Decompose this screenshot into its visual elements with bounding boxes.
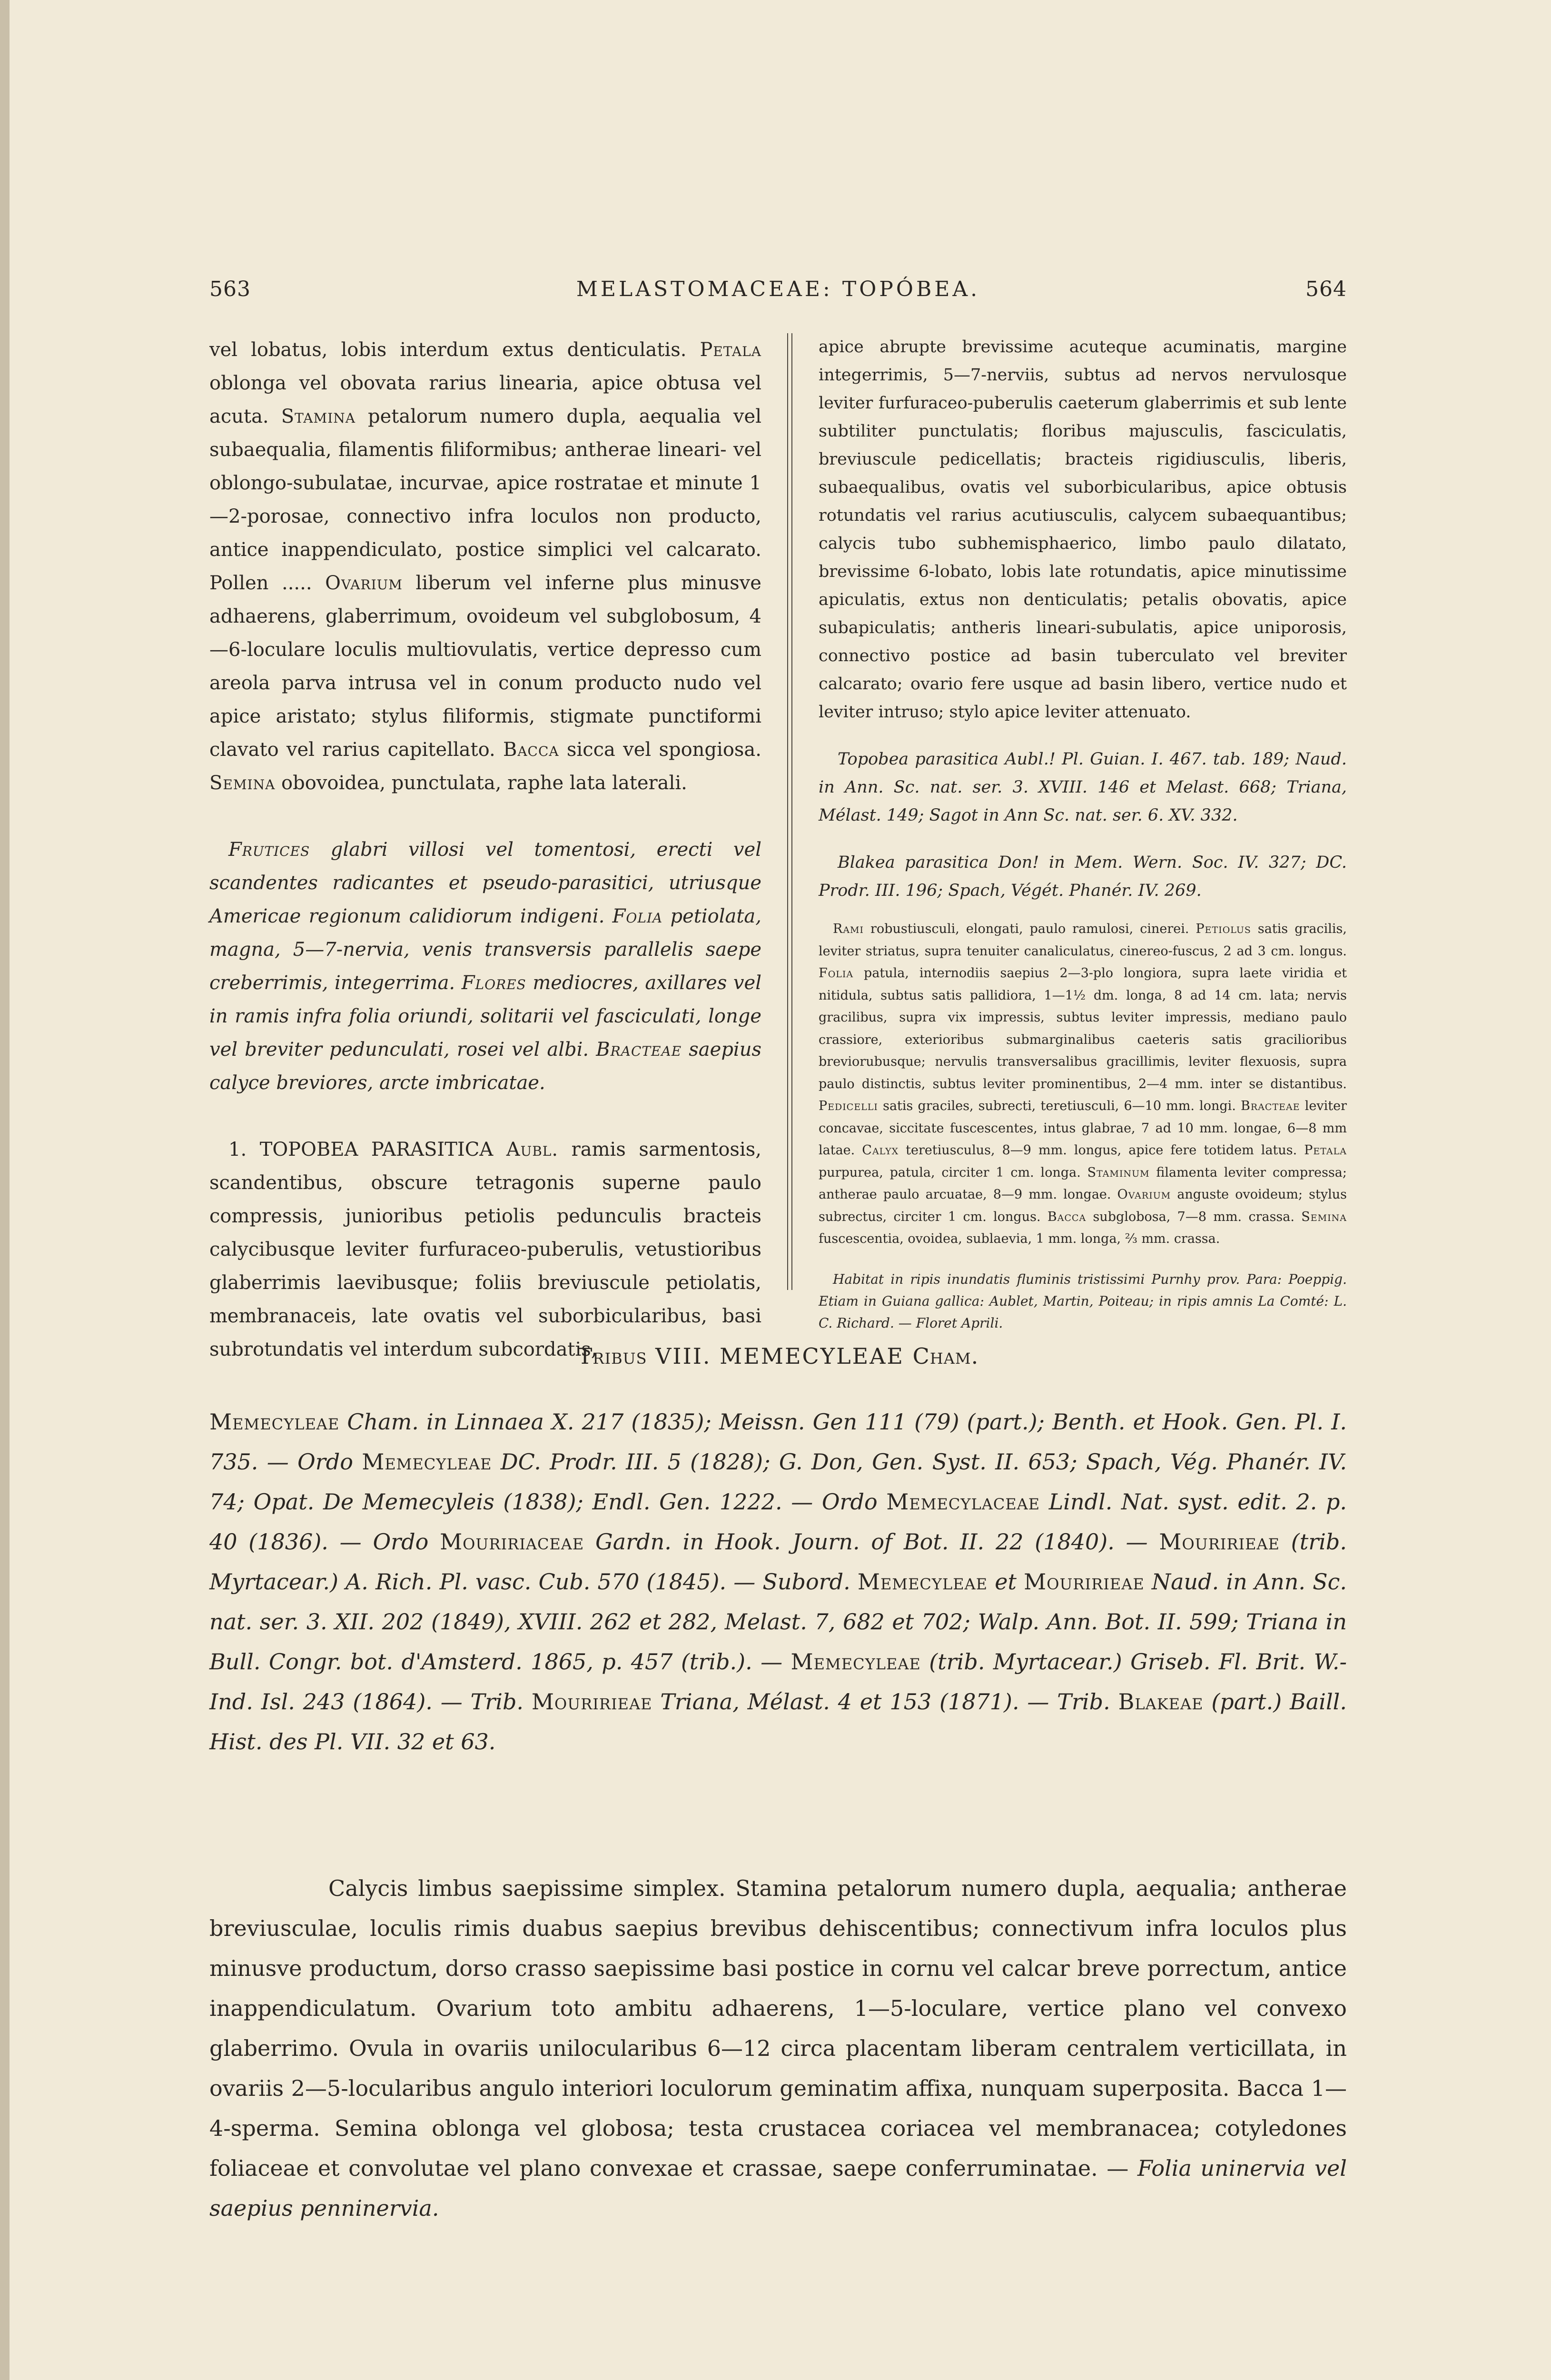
small-caps-term: Memecyleae — [362, 1449, 492, 1475]
small-caps-term: Bacca — [503, 739, 559, 761]
small-caps-term: Petala — [1304, 1143, 1347, 1158]
small-caps-term: Semina — [1301, 1209, 1347, 1224]
small-caps-term: Memecyleae — [790, 1649, 921, 1675]
small-caps-term: Petiolus — [1195, 922, 1251, 936]
genus-habit: Frutices glabri villosi vel tomentosi, erecti vel scandentes radicantes et pseudo-parasitici, utriusque Americae regionum calidiorum indigeni. Folia petiolata, magna, 5—7-nervia, venis transversis parallelis saepe creberrimis, integerrima. Flores mediocres, axillares vel in ramis infra folia oriundi, solitarii vel fasciculati, longe vel breviter pedunculati, rosei vel albi. Bracteae saepius calyce breviores, arcte imbricatae. — [209, 839, 762, 1094]
small-caps-term: Memecyleae — [209, 1409, 340, 1435]
column-divider — [787, 333, 788, 1290]
small-caps-term: Tribus — [577, 1343, 647, 1369]
small-caps-term: Bracteae — [596, 1039, 682, 1061]
small-caps-term: Calyx — [862, 1143, 899, 1158]
small-caps-term: Semina — [209, 772, 276, 794]
reference-blakea: Blakea parasitica Don! in Mem. Wern. Soc. IV. 327; DC. Prodr. III. 196; Spach, Végét. Phanér. IV. 269. — [819, 853, 1347, 900]
species-description-start: 1. TOPOBEA PARASITICA Aubl. ramis sarmentosis, scandentibus, obscure tetragonis superne paulo compressis, junioribus petiolis pedunculis bracteis calycibusque leviter furfuraceo-puberulis, vetustioribus glaberrimis laevibusque; foliis breviuscule petiolatis, membranaceis, late ovatis vel suborbicularibus, basi subrotundatis vel interdum subcordatis, — [209, 1139, 761, 1360]
diagnosis-text: Calycis limbus saepissime simplex. Stamina petalorum numero dupla, aequalia; antherae breviusculae, loculis rimis duabus saepius brevibus dehiscentibus; connectivum infra loculos plus minusve productum, dorso crasso saepissime basi postice in cornu vel calcar breve porrectum, antice inappendiculatum. Ovarium toto ambitu adhaerens, 1—5-loculare, vertice plano vel convexo glaberrimo. Ovula in ovariis unilocularibus 6—12 circa placentam liberam centralem verticillata, in ovariis 2—5-locularibus angulo interiori loculorum geminatim affixa, nunquam superposita. Bacca 1—4-sperma. Semina oblonga vel globosa; testa crustacea coriacea vel membranacea; cotyledones foliaceae et convolutae vel plano convexae et crassae, saepe conferruminatae. — — [209, 1875, 1347, 2181]
small-caps-term: Mouririeae — [531, 1689, 652, 1715]
tribe-synonymy: Memecyleae Cham. in Linnaea X. 217 (1835); Meissn. Gen 111 (79) (part.); Benth. et Hook. Gen. Pl. I. 735. — Ordo Memecyleae DC. Prodr. III. 5 (1828); G. Don, Gen. Syst. II. 653; Spach, Vég. Phanér. IV. 74; Opat. De Memecyleis (1838); Endl. Gen. 1222. — Ordo Memecylaceae Lindl. Nat. syst. edit. 2. p. 40 (1836). — Ordo Mouririaceae Gardn. in Hook. Journ. of Bot. II. 22 (1840). — Mouririeae (trib. Myrtacear.) A. Rich. Pl. vasc. Cub. 570 (1845). — Subord. Memecyleae et Mouririeae Naud. in Ann. Sc. nat. ser. 3. XII. 202 (1849), XVIII. 262 et 282, Melast. 7, 682 et 702; Walp. Ann. Bot. II. 599; Triana in Bull. Congr. bot. d'Amsterd. 1865, p. 457 (trib.). — Memecyleae (trib. Myrtacear.) Griseb. Fl. Brit. W.-Ind. Isl. 243 (1864). — Trib. Mouririeae Triana, Mélast. 4 et 153 (1871). — Trib. Blakeae (part.) Baill. Hist. des Pl. VII. 32 et 63. — [209, 1409, 1347, 1755]
small-caps-term: Memecyleae — [857, 1569, 988, 1595]
running-head: MELASTOMACEAE: TOPÓBEA. — [576, 277, 980, 301]
small-caps-term: Bacca — [1047, 1209, 1087, 1224]
small-caps-term: Frutices — [228, 839, 310, 861]
small-caps-term: Staminum — [1087, 1165, 1150, 1180]
left-column — [209, 333, 761, 1366]
habitat-note: Habitat in ripis inundatis fluminis tristissimi Purnhy prov. Para: Poeppig. Etiam in Guiana gallica: Aublet, Martin, Poiteau; in ripis amnis La Comté: L. C. Richard. — Floret Aprili. — [819, 1271, 1347, 1331]
small-caps-term: Aubl. — [506, 1139, 559, 1160]
diagnosis-tail: Folia uninervia vel saepius penninervia. — [209, 2155, 1347, 2221]
small-caps-term: Petala — [700, 339, 761, 361]
species-description-cont: apice abrupte brevissime acuteque acuminatis, margine integerrimis, 5—7-nerviis, subtus ad nervos nervulosque leviter furfuraceo-puberulis caeterum glaberrimis et sub lente subtiliter punctulatis; floribus majusculis, fasciculatis, breviuscule pedicellatis; bracteis rigidiusculis, liberis, subaequalibus, ovatis vel suborbicularibus, apice obtusis rotundatis vel rarius acutiusculis, calycem subaequantibus; calycis tubo subhemisphaerico, limbo paulo dilatato, brevissime 6-lobato, lobis late rotundatis, apice minutissime apiculatis, extus non denticulatis; petalis obovatis, apice subapiculatis; antheris lineari-subulatis, apice uniporosis, connectivo postice ad basin tuberculato vel breviter calcarato; ovario fere usque ad basin libero, vertice nudo et leviter intruso; stylo apice leviter attenuato. — [819, 337, 1347, 722]
small-caps-term: Mouririeae — [1159, 1529, 1280, 1555]
page-header — [209, 277, 1347, 310]
small-caps-term: Blakeae — [1118, 1689, 1204, 1715]
reference-topobea: Topobea parasitica Aubl.! Pl. Guian. I. 467. tab. 189; Naud. in Ann. Sc. nat. ser. 3. XVIII. 146 et Melast. 668; Triana, Mélast. 149; Sagot in Ann Sc. nat. ser. 6. XV. 332. — [819, 750, 1347, 825]
small-caps-term: Ovarium — [1117, 1187, 1171, 1202]
small-caps-term: Bracteae — [1241, 1099, 1300, 1113]
page-number-right: 564 — [1305, 277, 1347, 301]
tribe-diagnosis — [209, 1868, 1347, 2228]
small-caps-term: Rami — [833, 922, 864, 936]
small-caps-term: Folia — [612, 905, 663, 927]
small-caps-term: Folia — [819, 966, 854, 981]
small-caps-term: Mouririaceae — [440, 1529, 584, 1555]
page-edge-shadow — [0, 0, 10, 2380]
column-divider-double — [791, 333, 792, 1290]
right-column — [819, 333, 1347, 1334]
genus-description: vel lobatus, lobis interdum extus denticulatis. Petala oblonga vel obovata rarius linearia, apice obtusa vel acuta. Stamina petalorum numero dupla, aequalia vel subaequalia, filamentis filiformibus; antherae lineari- vel oblongo-subulatae, incurvae, apice rostratae et minute 1—2-porosae, connectivo infra loculos non producto, antice inappendiculato, postice simplici vel calcarato. Pollen ..... Ovarium liberum vel inferne plus minusve adhaerens, glaberrimum, ovoideum vel subglobosum, 4—6-loculare loculis multiovulatis, vertice depresso cum areola parva intrusa vel in conum producto nudo vel apice aristato; stylus filiformis, stigmate punctiformi clavato vel rarius capitellato. Bacca sicca vel spongiosa. Semina obovoidea, punctulata, raphe lata laterali. — [209, 339, 761, 794]
small-caps-term: Pedicelli — [819, 1099, 878, 1113]
small-caps-term: Ovarium — [325, 572, 403, 594]
small-caps-term: Cham. — [912, 1343, 979, 1369]
species-detailed-description: Rami robustiusculi, elongati, paulo ramulosi, cinerei. Petiolus satis gracilis, leviter striatus, supra tenuiter canaliculatus, cinereo-fuscus, 2 ad 3 cm. longus. Folia patula, internodiis saepius 2—3-plo longiora, supra laete viridia et nitidula, subtus satis pallidiora, 1—1½ dm. longa, 8 ad 14 cm. lata; nervis gracilibus, supra vix impressis, subtus leviter impressis, mediano paulo crassiore, exterioribus submarginalibus caeteris satis gracilioribus breviorubusque; nervulis transversalibus gracillimis, leviter flexuosis, supra paulo distinctis, subtus leviter prominentibus, 2—4 mm. inter se distantibus. Pedicelli satis graciles, subrecti, teretiusculi, 6—10 mm. longi. Bracteae leviter concavae, siccitate fuscescentes, intus glabrae, 7 ad 10 mm. longae, 6—8 mm latae. Calyx teretiusculus, 8—9 mm. longus, apice fere totidem latus. Petala purpurea, patula, circiter 1 cm. longa. Staminum filamenta leviter compressa; antherae paulo arcuatae, 8—9 mm. longae. Ovarium anguste ovoideum; stylus subrectus, circiter 1 cm. longus. Bacca subglobosa, 7—8 mm. crassa. Semina fuscescentia, ovoidea, sublaevia, 1 mm. longa, ⅔ mm. crassa. — [819, 922, 1347, 1246]
tribe-heading: Tribus VIII. MEMECYLEAE Cham. — [577, 1343, 979, 1369]
small-caps-term: Stamina — [281, 406, 356, 427]
page-number-left: 563 — [209, 277, 251, 301]
small-caps-term: Flores — [461, 972, 526, 994]
small-caps-term: Memecylaceae — [886, 1489, 1040, 1515]
small-caps-term: Mouririeae — [1024, 1569, 1145, 1595]
